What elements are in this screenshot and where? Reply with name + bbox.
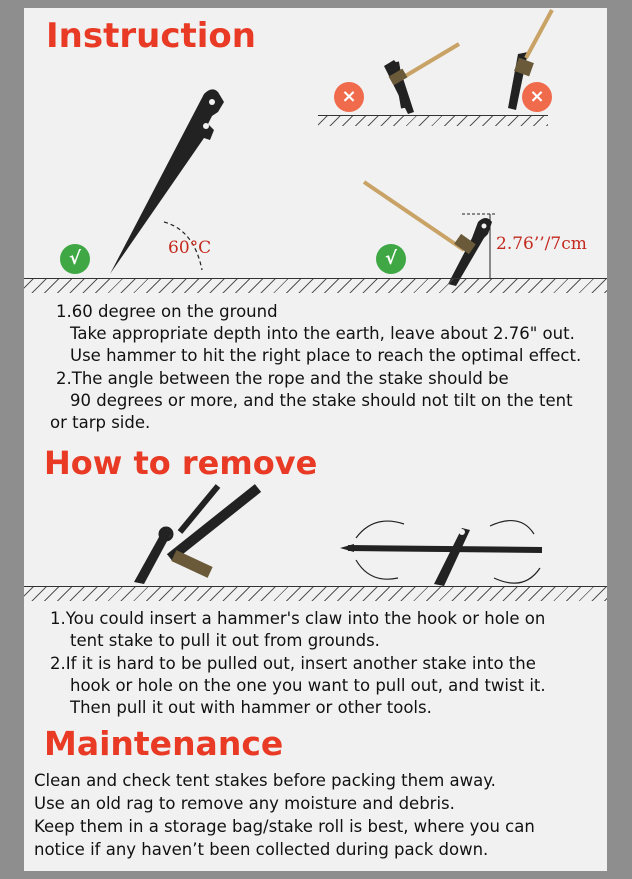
- instruction-line: Take appropriate depth into the earth, leave about 2.76" out.: [70, 324, 575, 343]
- remove-line: hook or hole on the one you want to pull out, and twist it.: [70, 676, 546, 695]
- maintenance-line: Use an old rag to remove any moisture and debris.: [34, 794, 455, 813]
- check-icon: √: [376, 244, 406, 274]
- remove-line: 1.You could insert a hammer's claw into the hook or hole on: [50, 609, 546, 628]
- cross-icon: ×: [334, 82, 364, 112]
- angle-label: 60°C: [168, 238, 212, 258]
- maintenance-line: Clean and check tent stakes before packing them away.: [34, 771, 496, 790]
- ground-line: [24, 586, 607, 601]
- instruction-sheet: [24, 8, 607, 871]
- remove-line: tent stake to pull it out from grounds.: [70, 631, 380, 650]
- instruction-line: 90 degrees or more, and the stake should not tilt on the tent: [70, 391, 573, 410]
- wrong-hammer-illustration-left: [354, 38, 474, 118]
- heading-instruction: Instruction: [46, 16, 256, 56]
- height-marker: [460, 210, 500, 280]
- check-icon: √: [60, 244, 90, 274]
- instruction-line: Use hammer to hit the right place to reach the optimal effect.: [70, 346, 582, 365]
- heading-maintenance: Maintenance: [44, 724, 284, 763]
- ground-line: [24, 278, 607, 293]
- cross-icon: ×: [522, 82, 552, 112]
- instruction-line: or tarp side.: [50, 413, 151, 432]
- twist-removal-illustration: [334, 508, 574, 598]
- remove-line: Then pull it out with hammer or other tools.: [70, 698, 432, 717]
- heading-how-to-remove: How to remove: [44, 444, 318, 482]
- maintenance-line: notice if any haven’t been collected during pack down.: [34, 840, 489, 859]
- instruction-line: 2.The angle between the rope and the stake should be: [56, 369, 509, 388]
- remove-line: 2.If it is hard to be pulled out, insert another stake into the: [50, 654, 536, 673]
- instruction-line: 1.60 degree on the ground: [56, 302, 278, 321]
- hammer-claw-removal-illustration: [108, 478, 278, 588]
- height-label: 2.76’’/7cm: [496, 234, 587, 254]
- maintenance-line: Keep them in a storage bag/stake roll is best, where you can: [34, 817, 535, 836]
